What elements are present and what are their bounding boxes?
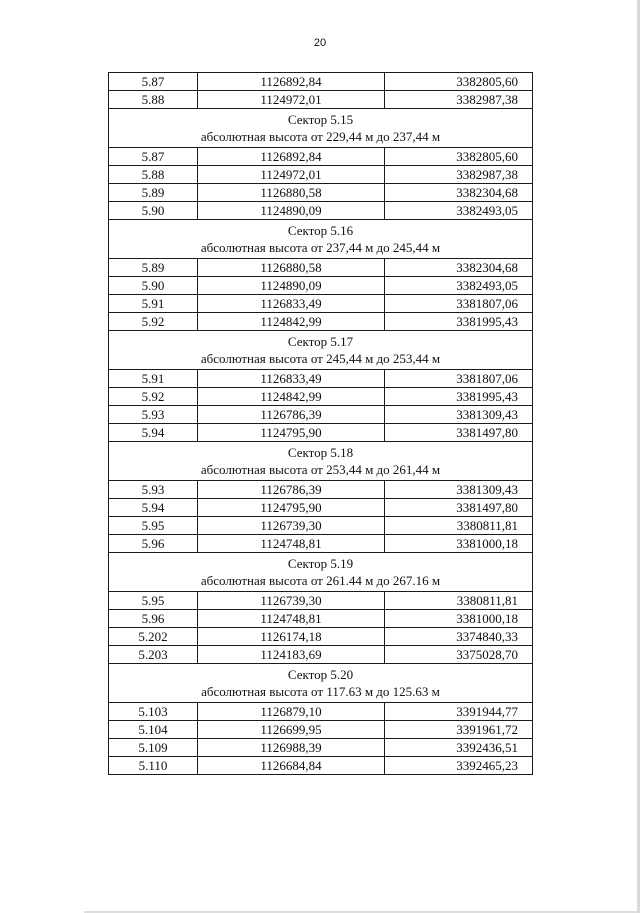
x-coordinate-cell: 1126786,39 [198, 406, 385, 424]
y-coordinate-cell: 3391961,72 [385, 721, 533, 739]
point-number-cell: 5.93 [109, 406, 198, 424]
sector-header-row [109, 109, 533, 148]
x-coordinate-cell: 1124748,81 [198, 610, 385, 628]
sector-altitude-range: абсолютная высота от 253,44 м до 261,44 м [200, 462, 441, 477]
point-number-cell: 5.94 [109, 499, 198, 517]
sector-header-row [109, 553, 533, 592]
table-row [109, 277, 533, 295]
sector-altitude-range: абсолютная высота от 229,44 м до 237,44 м [200, 129, 441, 144]
point-number-cell: 5.92 [109, 313, 198, 331]
table-row [109, 535, 533, 553]
y-coordinate-cell: 3381497,80 [385, 424, 533, 442]
y-coordinate-cell: 3380811,81 [385, 517, 533, 535]
point-number-cell: 5.87 [109, 73, 198, 91]
coordinates-table [108, 72, 533, 775]
y-coordinate-cell: 3374840,33 [385, 628, 533, 646]
x-coordinate-cell: 1124183,69 [198, 646, 385, 664]
table-row [109, 499, 533, 517]
y-coordinate-cell: 3381000,18 [385, 610, 533, 628]
x-coordinate-cell: 1124890,09 [198, 277, 385, 295]
table-row [109, 406, 533, 424]
table-row [109, 592, 533, 610]
x-coordinate-cell: 1126786,39 [198, 481, 385, 499]
point-number-cell: 5.95 [109, 592, 198, 610]
point-number-cell: 5.94 [109, 424, 198, 442]
sector-header-cell [109, 220, 533, 259]
table-row [109, 757, 533, 775]
sector-title: Сектор 5.20 [287, 667, 354, 682]
x-coordinate-cell: 1126880,58 [198, 259, 385, 277]
point-number-cell: 5.92 [109, 388, 198, 406]
y-coordinate-cell: 3392465,23 [385, 757, 533, 775]
table-row [109, 481, 533, 499]
x-coordinate-cell: 1126739,30 [198, 592, 385, 610]
sector-altitude-range: абсолютная высота от 261.44 м до 267.16 м [200, 573, 441, 588]
x-coordinate-cell: 1126880,58 [198, 184, 385, 202]
y-coordinate-cell: 3381807,06 [385, 295, 533, 313]
table-row [109, 184, 533, 202]
table-row [109, 259, 533, 277]
point-number-cell: 5.88 [109, 166, 198, 184]
y-coordinate-cell: 3381807,06 [385, 370, 533, 388]
sector-header-row [109, 442, 533, 481]
sector-header-row [109, 220, 533, 259]
table-row [109, 424, 533, 442]
y-coordinate-cell: 3382304,68 [385, 184, 533, 202]
sector-altitude-range: абсолютная высота от 237,44 м до 245,44 м [200, 240, 441, 255]
x-coordinate-cell: 1124795,90 [198, 499, 385, 517]
x-coordinate-cell: 1126699,95 [198, 721, 385, 739]
point-number-cell: 5.87 [109, 148, 198, 166]
point-number-cell: 5.93 [109, 481, 198, 499]
x-coordinate-cell: 1124842,99 [198, 388, 385, 406]
table-row [109, 370, 533, 388]
sector-title: Сектор 5.15 [287, 112, 354, 127]
point-number-cell: 5.88 [109, 91, 198, 109]
x-coordinate-cell: 1124842,99 [198, 313, 385, 331]
sector-header-cell [109, 109, 533, 148]
y-coordinate-cell: 3382304,68 [385, 259, 533, 277]
table-row [109, 166, 533, 184]
table-row [109, 202, 533, 220]
x-coordinate-cell: 1126739,30 [198, 517, 385, 535]
y-coordinate-cell: 3381995,43 [385, 313, 533, 331]
sector-header-cell [109, 664, 533, 703]
page-number: 20 [313, 37, 327, 49]
sector-header-row [109, 331, 533, 370]
y-coordinate-cell: 3381309,43 [385, 481, 533, 499]
y-coordinate-cell: 3375028,70 [385, 646, 533, 664]
y-coordinate-cell: 3381000,18 [385, 535, 533, 553]
point-number-cell: 5.91 [109, 295, 198, 313]
x-coordinate-cell: 1124972,01 [198, 91, 385, 109]
point-number-cell: 5.90 [109, 202, 198, 220]
point-number-cell: 5.96 [109, 610, 198, 628]
x-coordinate-cell: 1126833,49 [198, 370, 385, 388]
sector-header-row [109, 664, 533, 703]
point-number-cell: 5.110 [109, 757, 198, 775]
point-number-cell: 5.104 [109, 721, 198, 739]
coordinates-table-body [109, 73, 533, 775]
table-row [109, 517, 533, 535]
table-row [109, 646, 533, 664]
x-coordinate-cell: 1126892,84 [198, 73, 385, 91]
sector-header-cell [109, 331, 533, 370]
table-row [109, 739, 533, 757]
x-coordinate-cell: 1124890,09 [198, 202, 385, 220]
y-coordinate-cell: 3382805,60 [385, 148, 533, 166]
x-coordinate-cell: 1126833,49 [198, 295, 385, 313]
table-row [109, 313, 533, 331]
point-number-cell: 5.91 [109, 370, 198, 388]
table-row [109, 721, 533, 739]
y-coordinate-cell: 3382493,05 [385, 277, 533, 295]
table-row [109, 91, 533, 109]
y-coordinate-cell: 3381995,43 [385, 388, 533, 406]
y-coordinate-cell: 3392436,51 [385, 739, 533, 757]
sector-title: Сектор 5.19 [287, 556, 354, 571]
table-row [109, 388, 533, 406]
y-coordinate-cell: 3382987,38 [385, 166, 533, 184]
table-row [109, 610, 533, 628]
table-row [109, 295, 533, 313]
point-number-cell: 5.103 [109, 703, 198, 721]
table-row [109, 628, 533, 646]
table-row [109, 703, 533, 721]
sector-header-cell [109, 553, 533, 592]
y-coordinate-cell: 3380811,81 [385, 592, 533, 610]
sector-altitude-range: абсолютная высота от 117.63 м до 125.63 м [201, 684, 440, 699]
x-coordinate-cell: 1124748,81 [198, 535, 385, 553]
y-coordinate-cell: 3382805,60 [385, 73, 533, 91]
x-coordinate-cell: 1126892,84 [198, 148, 385, 166]
y-coordinate-cell: 3382987,38 [385, 91, 533, 109]
table-row [109, 73, 533, 91]
point-number-cell: 5.109 [109, 739, 198, 757]
x-coordinate-cell: 1126879,10 [198, 703, 385, 721]
sector-header-cell [109, 442, 533, 481]
point-number-cell: 5.89 [109, 259, 198, 277]
x-coordinate-cell: 1124972,01 [198, 166, 385, 184]
sector-altitude-range: абсолютная высота от 245,44 м до 253,44 м [200, 351, 441, 366]
table-row [109, 148, 533, 166]
sector-title: Сектор 5.17 [287, 334, 354, 349]
point-number-cell: 5.203 [109, 646, 198, 664]
x-coordinate-cell: 1126174,18 [198, 628, 385, 646]
point-number-cell: 5.90 [109, 277, 198, 295]
y-coordinate-cell: 3391944,77 [385, 703, 533, 721]
point-number-cell: 5.95 [109, 517, 198, 535]
x-coordinate-cell: 1126684,84 [198, 757, 385, 775]
x-coordinate-cell: 1124795,90 [198, 424, 385, 442]
point-number-cell: 5.89 [109, 184, 198, 202]
y-coordinate-cell: 3381309,43 [385, 406, 533, 424]
sector-title: Сектор 5.16 [287, 223, 354, 238]
point-number-cell: 5.96 [109, 535, 198, 553]
point-number-cell: 5.202 [109, 628, 198, 646]
sector-title: Сектор 5.18 [287, 445, 354, 460]
y-coordinate-cell: 3381497,80 [385, 499, 533, 517]
x-coordinate-cell: 1126988,39 [198, 739, 385, 757]
y-coordinate-cell: 3382493,05 [385, 202, 533, 220]
